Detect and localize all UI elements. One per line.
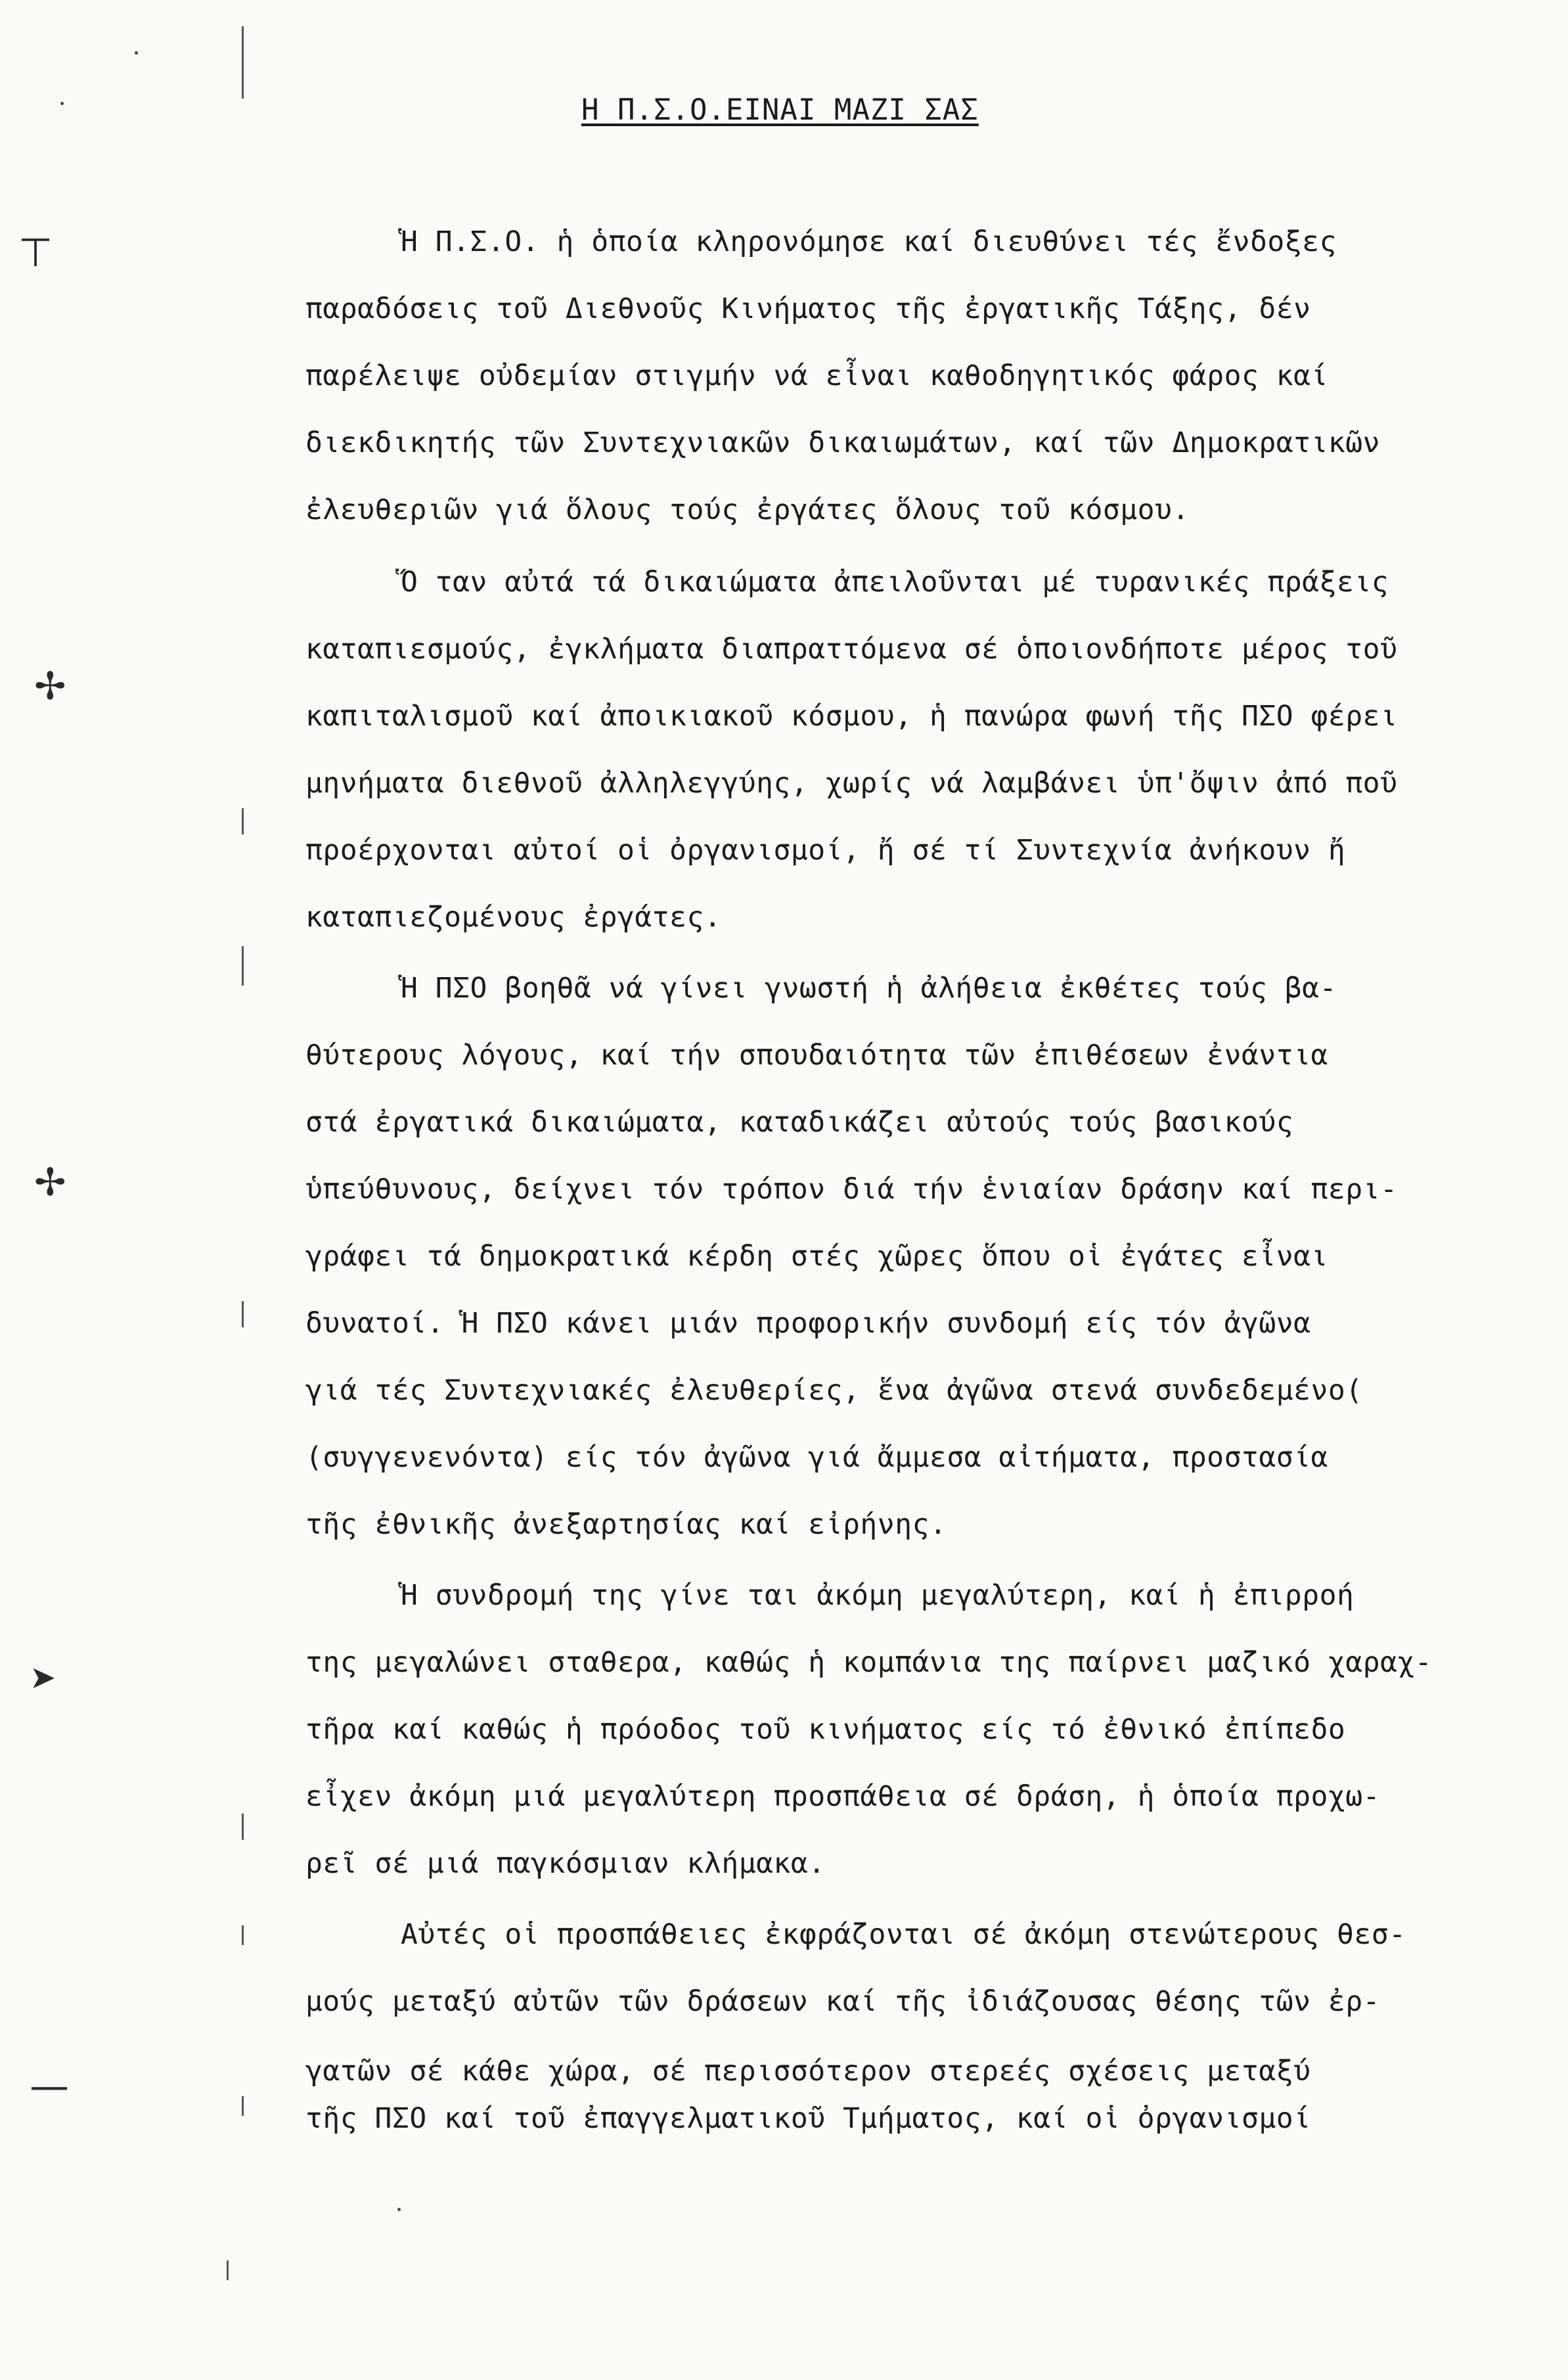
paragraph-line: εἶχεν ἀκόμη μιά μεγαλύτερη προσπάθεια σέ δράση, ἡ ὁποία προχω-	[305, 1780, 1381, 1813]
paragraph-line: προέρχονται αὐτοί οἱ ὀργανισμοί, ἤ σέ τί Συντεχνία ἀνήκουν ἤ	[305, 834, 1346, 867]
margin-dot	[60, 102, 64, 105]
margin-rule	[242, 1925, 244, 1945]
margin-rule-top	[242, 26, 244, 99]
paragraph-line: Ἡ Π.Σ.Ο. ἡ ὁποία κληρονόμησε καί διευθύνει τές ἔνδοξες	[401, 225, 1337, 258]
paragraph-line: Ἡ συνδρομή της γίνε ται ἀκόμη μεγαλύτερη, καί ἡ ἐπιρροή	[401, 1579, 1355, 1612]
paragraph-line: γράφει τά δημοκρατικά κέρδη στές χῶρες ὅπου οἱ ἐγάτες εἶναι	[305, 1240, 1328, 1273]
paragraph-line: (συγγενενόντα) είς τόν ἀγῶνα γιά ἄμμεσα αἰτήματα, προστασία	[305, 1441, 1328, 1474]
paragraph-line: Ἡ ΠΣΟ βοηθᾶ νά γίνει γνωστή ἡ ἀλήθεια ἐκθέτες τούς βα-	[401, 972, 1337, 1005]
margin-arrow-mark: ➤	[30, 1659, 56, 1696]
paragraph-line: καταπιεζομένους ἐργάτες.	[305, 901, 722, 934]
paragraph-line: τῆς ΠΣΟ καί τοῦ ἐπαγγελματικοῦ Τμήματος, καί οἱ ὀργανισμοί	[305, 2102, 1311, 2135]
paragraph-line: τῆς ἐθνικῆς ἀνεξαρτησίας καί εἰρήνης.	[305, 1508, 947, 1541]
document-title: Η Π.Σ.Ο.ΕΙΝΑΙ ΜΑΖΙ ΣΑΣ	[581, 93, 979, 127]
paragraph-line: γατῶν σέ κάθε χώρα, σέ περισσότερον στερεές σχέσεις μεταξύ	[305, 2055, 1311, 2088]
paragraph-line: τῆρα καί καθώς ἡ πρόοδος τοῦ κινήματος είς τό ἐθνικό ἐπίπεδο	[305, 1713, 1346, 1746]
margin-cross-mark: ⊤	[18, 230, 53, 276]
margin-rule	[227, 2260, 229, 2280]
paragraph-line: ρεῖ σέ μιά παγκόσμιαν κλήμακα.	[305, 1847, 826, 1880]
margin-rule	[242, 946, 244, 986]
paragraph-line: ἐλευθεριῶν γιά ὅλους τούς ἐργάτες ὅλους τοῦ κόσμου.	[305, 493, 1190, 526]
margin-dot	[397, 2208, 401, 2211]
margin-cross-mark: ✢	[34, 1160, 66, 1204]
paragraph-line: γιά τές Συντεχνιακές ἐλευθερίες, ἕνα ἀγῶνα στενά συνδεδεμένο(	[305, 1374, 1363, 1407]
paragraph-line: ὑπεύθυνους, δείχνει τόν τρόπον διά τήν ἑνιαίαν δράσην καί περι-	[305, 1173, 1398, 1206]
paragraph-line: δυνατοί. Ἡ ΠΣΟ κάνει μιάν προφορικήν συνδομή είς τόν ἀγῶνα	[305, 1307, 1311, 1340]
paragraph-line: στά ἐργατικά δικαιώματα, καταδικάζει αὐτούς τούς βασικούς	[305, 1106, 1294, 1139]
paragraph-line: Ὅ ταν αὐτά τά δικαιώματα ἀπειλοῦνται μέ τυρανικές πράξεις	[401, 566, 1389, 599]
margin-rule	[242, 1814, 244, 1840]
margin-rule	[242, 2096, 244, 2116]
paragraph-line: διεκδικητής τῶν Συντεχνιακῶν δικαιωμάτων, καί τῶν Δημοκρατικῶν	[305, 426, 1381, 459]
paragraph-line: θύτερους λόγους, καί τήν σπουδαιότητα τῶν ἐπιθέσεων ἐνάντια	[305, 1039, 1328, 1072]
paragraph-line: Αὐτές οἱ προσπάθειες ἐκφράζονται σέ ἀκόμη στενώτερους θεσ-	[401, 1918, 1406, 1951]
paragraph-line: παραδόσεις τοῦ Διεθνοῦς Κινήματος τῆς ἐργατικῆς Τάξης, δέν	[305, 292, 1311, 325]
paragraph-line: της μεγαλώνει σταθερα, καθώς ἡ κομπάνια της παίρνει μαζικό χαραχ-	[305, 1646, 1433, 1679]
paragraph-line: παρέλειψε οὐδεμίαν στιγμήν νά εἶναι καθοδηγητικός φάρος καί	[305, 359, 1328, 392]
paragraph-line: μούς μεταξύ αὐτῶν τῶν δράσεων καί τῆς ἰδιάζουσας θέσης τῶν ἐρ-	[305, 1985, 1381, 2018]
margin-cross-mark: ✢	[34, 664, 66, 708]
margin-rule	[242, 1301, 244, 1327]
margin-dash-mark: —	[30, 2063, 69, 2109]
paragraph-line: μηνήματα διεθνοῦ ἀλληλεγγύης, χωρίς νά λαμβάνει ὑπ'ὄψιν ἀπό ποῦ	[305, 767, 1398, 800]
paragraph-line: καταπιεσμούς, ἐγκλήματα διαπραττόμενα σέ ὁποιονδήποτε μέρος τοῦ	[305, 633, 1398, 666]
paragraph-line: καπιταλισμοῦ καί ἀποικιακοῦ κόσμου, ἡ πανώρα φωνή τῆς ΠΣΟ φέρει	[305, 700, 1398, 733]
margin-dot	[135, 51, 138, 55]
margin-rule	[242, 808, 244, 835]
